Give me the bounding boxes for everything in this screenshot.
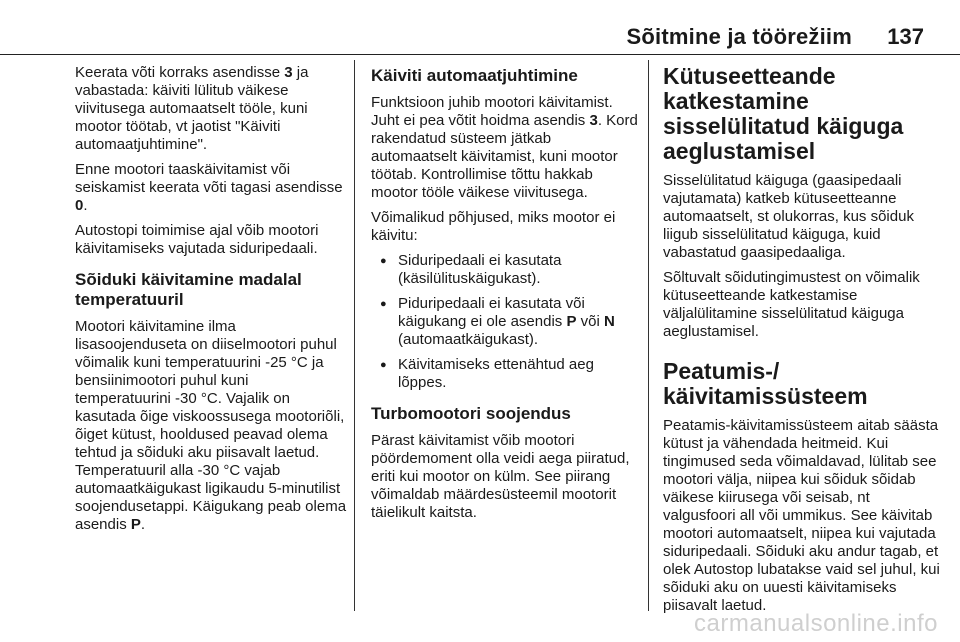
paragraph: Sisselülitatud käiguga (gaasipedaali vajutamata) katkeb kütuseetteanne automaatselt, st olukorras, kus sõiduk liigub sisselülitatud käiguga, kuid vabastatud gaasipedaaliga.	[663, 172, 914, 261]
list-item: ● Siduripedaali ei kasutata (käsilülituskäigukast).	[371, 252, 639, 288]
bullet-list	[371, 252, 639, 392]
subheading-turbo: Turbomootori soojendus	[371, 404, 571, 423]
subheading-cold-start: Sõiduki käivitamine madalal temperatuuril	[75, 270, 302, 309]
heading-stop-start: Peatumis-/ käivitamissüsteem	[663, 358, 868, 409]
subheading-auto-starter: Käiviti automaatjuhtimine	[371, 66, 578, 85]
column-divider	[648, 60, 649, 611]
page-number: 137	[887, 24, 924, 49]
paragraph: Pärast käivitamist võib mootori pöördemoment olla veidi aega piiratud, eriti kui mootor on külm. See piirang võimaldab määrdesüsteemil mootorit täielikult kaitsta.	[371, 432, 630, 521]
paragraph: Enne mootori taaskäivitamist või seiskamist keerata võti tagasi asendisse 0.	[75, 161, 343, 214]
list-item: ● Piduripedaali ei kasutata või käigukang ei ole asendis P või N (automaatkäigukast).	[371, 295, 639, 349]
paragraph: Keerata võti korraks asendisse 3 ja vabastada: käiviti lülitub väikese viivitusega automaatselt tööle, kuni mootor töötab, vt jaotist "Käiviti automaatjuhtimine".	[75, 64, 309, 153]
list-item: ● Käivitamiseks ettenähtud aeg lõppes.	[371, 356, 639, 392]
paragraph: Sõltuvalt sõidutingimustest on võimalik kütuseetteande katkestamise väljalülitamine sisselülitatud käiguga aeglustamisel.	[663, 269, 920, 340]
column-left	[75, 64, 347, 541]
paragraph: Võimalikud põhjused, miks mootor ei käivitu:	[371, 209, 616, 244]
column-divider	[354, 60, 355, 611]
heading-fuel-cutoff: Kütuseetteande katkestamine sisselülitatud käiguga aeglustamisel	[663, 63, 904, 164]
paragraph: Peatamis-käivitamissüsteem aitab säästa kütust ja vähendada heitmeid. Kui tingimused seda võimaldavad, lülitab see mootori välja, niipea kui sõiduk sõidab väikese kiirusega või seisab, nt valgusfoori all või ummikus. See käivitab mootori automaatselt, niipea kui vajutada siduripedaali. Sõiduki aku andur tagab, et olek Autostop lubatakse vaid sel juhul, kui sõiduki aku on uuesti käivitamiseks piisavalt laetud.	[663, 417, 940, 614]
paragraph: Mootori käivitamine ilma lisasoojenduseta on diiselmootori puhul võimalik kuni temperatuurini -25 °C ja bensiinimootori puhul kuni temperatuurini -30 °C. Vajalik on kasutada õige viskoossusega mootoriõli, õiget kütust, hooldused peavad olema tehtud ja sõiduki aku piisavalt laetud. Temperatuuril alla -30 °C vajab automaatkäigukast ligikaudu 5-minutilist soojendusetappi. Käigukang peab olema asendis P.	[75, 318, 347, 533]
watermark: carmanualsonline.info	[694, 610, 938, 637]
column-middle	[371, 64, 639, 529]
section-title: Sõitmine ja töörežiim	[626, 24, 852, 49]
column-right	[663, 64, 943, 622]
page-header	[0, 0, 960, 55]
paragraph: Funktsioon juhib mootori käivitamist. Juht ei pea võtit hoidma asendis 3. Kord rakendatud süsteem jätkab automaatselt käivitamist, kuni mootor töötab. Kontrollimise tõttu hakkab mootor tööle väikese viivitusega.	[371, 94, 638, 201]
paragraph: Autostopi toimimise ajal võib mootori käivitamiseks vajutada siduripedaali.	[75, 222, 319, 257]
